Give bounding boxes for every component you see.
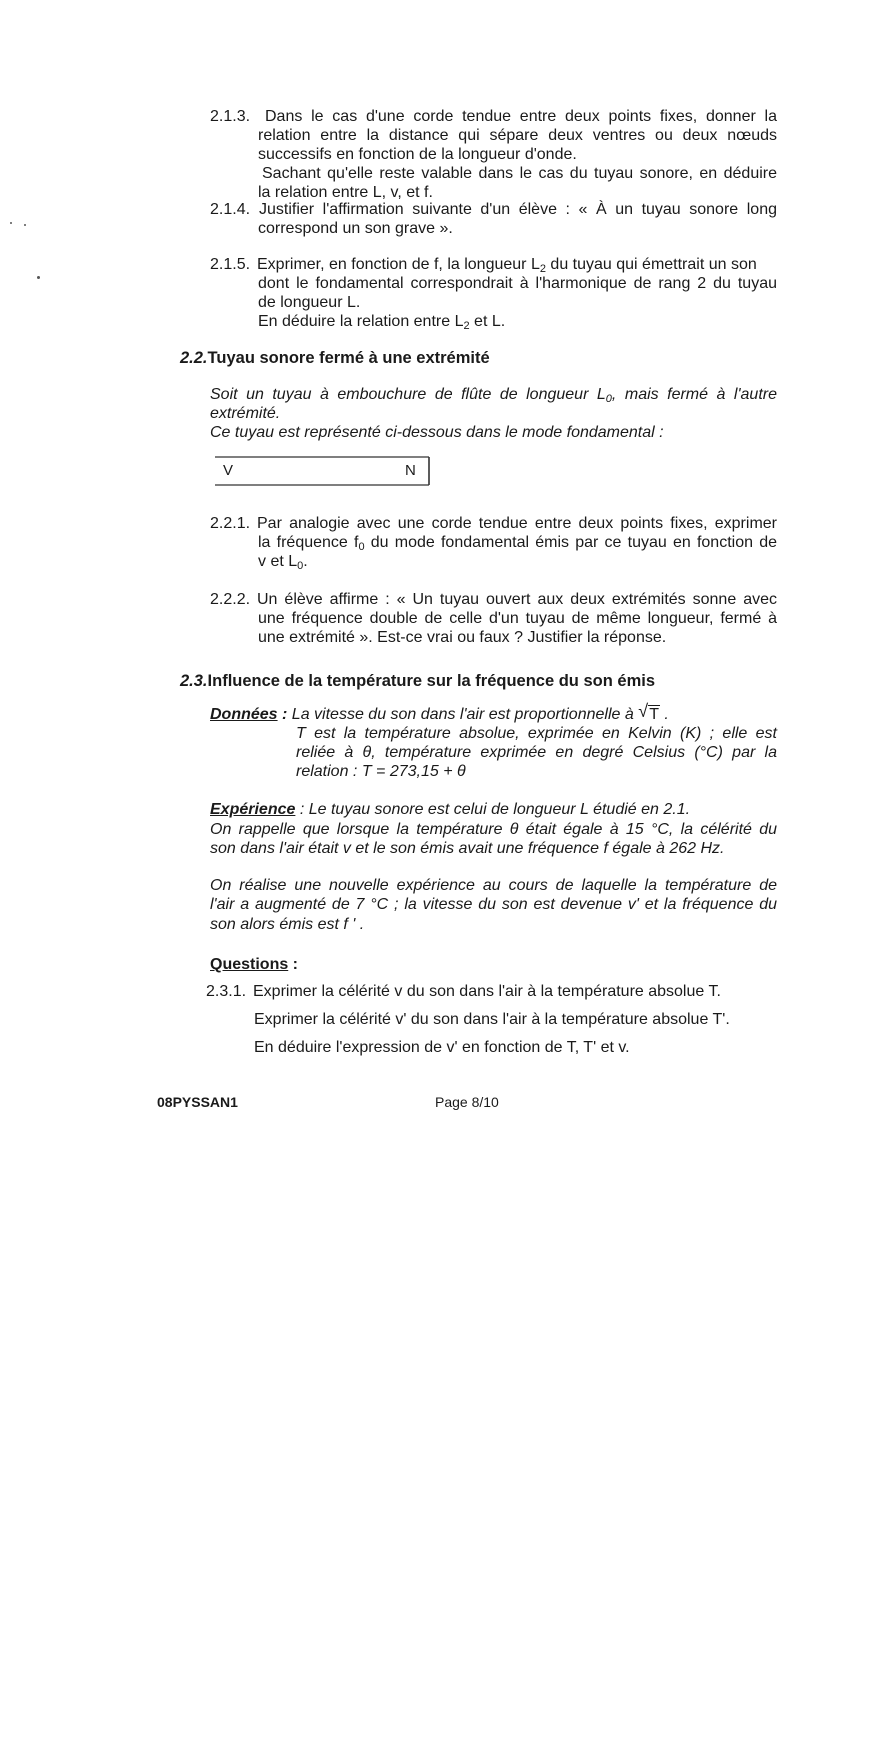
donnees-line: Données : La vitesse du son dans l'air est proportionnelle à √ T . [210, 701, 669, 723]
section-intro-line: extrémité. [210, 405, 281, 422]
question-text-line: Dans le cas d'une corde tendue entre deux points fixes, donner la [265, 108, 777, 125]
question-number: 2.3.1. [206, 983, 247, 1000]
question-text-line: une fréquence double de celle d'un tuyau de même longueur, fermé à [258, 610, 777, 627]
donnees-line: reliée à θ, température exprimée en degré Celsius (°C) par la [296, 744, 777, 761]
document-code: 08PYSSAN1 [157, 1094, 238, 1110]
section-heading: 2.3.Influence de la température sur la fréquence du son émis [180, 672, 655, 690]
question-text-line: relation entre la distance qui sépare deux ventres ou deux nœuds [258, 127, 777, 144]
section-heading: 2.2.Tuyau sonore fermé à une extrémité [180, 349, 490, 367]
square-root-of-t: √ T [638, 701, 659, 723]
questions-heading: Questions : [210, 956, 299, 973]
tube-outline [215, 456, 431, 486]
question-number: 2.2.1. [210, 515, 251, 532]
question-text-line: Exprimer la célérité v' du son dans l'air à la température absolue T'. [254, 1011, 730, 1028]
scan-speck [24, 224, 26, 226]
experience-line: On réalise une nouvelle expérience au cours de laquelle la température de [210, 877, 777, 894]
question-text-line: Justifier l'affirmation suivante d'un élève : « À un tuyau sonore long [259, 201, 777, 218]
question-text-line: correspond un son grave ». [258, 220, 453, 237]
question-text-line: v et $L_0$. [258, 553, 308, 572]
section-intro-line: Soit un tuyau à embouchure de flûte de longueur $L_0$, mais fermé à l'autre [210, 386, 777, 405]
scan-speck [37, 276, 40, 279]
question-number: 2.1.3. [210, 108, 251, 125]
tube-label-noeud: N [405, 462, 416, 479]
experience-line: son dans l'air était v et le son émis avait une fréquence f égale à 262 Hz. [210, 840, 725, 857]
donnees-line: relation : T = 273,15 + θ [296, 763, 466, 780]
donnees-label: Données [210, 706, 278, 723]
experience-line: son alors émis est f ' . [210, 916, 365, 933]
question-number: 2.1.5. [210, 256, 251, 273]
scan-speck [10, 222, 12, 224]
question-text-line: une extrémité ». Est-ce vrai ou faux ? Justifier la réponse. [258, 629, 667, 646]
experience-label: Expérience [210, 801, 296, 818]
question-text-line: Exprimer, en fonction de f, la longueur $L_2$ du tuyau qui émettrait un son [257, 256, 757, 275]
question-text-line: Exprimer la célérité v du son dans l'air à la température absolue T. [253, 983, 721, 1000]
section-intro-line: Ce tuyau est représenté ci-dessous dans le mode fondamental : [210, 424, 664, 441]
tube-diagram [215, 456, 431, 486]
experience-line: On rappelle que lorsque la température θ était égale à 15 °C, la célérité du [210, 821, 777, 838]
experience-line: l'air a augmenté de 7 °C ; la vitesse du son est devenue v' et la fréquence du [210, 896, 777, 913]
question-text-line: la fréquence $f_0$ du mode fondamental émis par ce tuyau en fonction de [258, 534, 777, 553]
page-number: Page 8/10 [435, 1094, 499, 1110]
tube-label-ventre: V [223, 462, 234, 479]
question-text-line: Sachant qu'elle reste valable dans le cas du tuyau sonore, en déduire [262, 165, 777, 182]
question-text-line: successifs en fonction de la longueur d'onde. [258, 146, 577, 163]
question-text-line: dont le fondamental correspondrait à l'harmonique de rang 2 du tuyau [258, 275, 777, 292]
question-number: 2.1.4. [210, 201, 251, 218]
question-text-line: de longueur L. [258, 294, 361, 311]
question-text-line: Par analogie avec une corde tendue entre deux points fixes, exprimer [257, 515, 777, 532]
donnees-line: T est la température absolue, exprimée en Kelvin (K) ; elle est [296, 725, 777, 742]
question-text-line: En déduire la relation entre $L_2$ et L. [258, 313, 506, 332]
question-text-line: la relation entre L, v, et f. [258, 184, 433, 201]
question-text-line: Un élève affirme : « Un tuyau ouvert aux deux extrémités sonne avec [257, 591, 777, 608]
experience-line: Expérience : Le tuyau sonore est celui de longueur L étudié en 2.1. [210, 801, 691, 818]
question-text-line: En déduire l'expression de v' en fonction de T, T' et v. [254, 1039, 630, 1056]
question-number: 2.2.2. [210, 591, 251, 608]
